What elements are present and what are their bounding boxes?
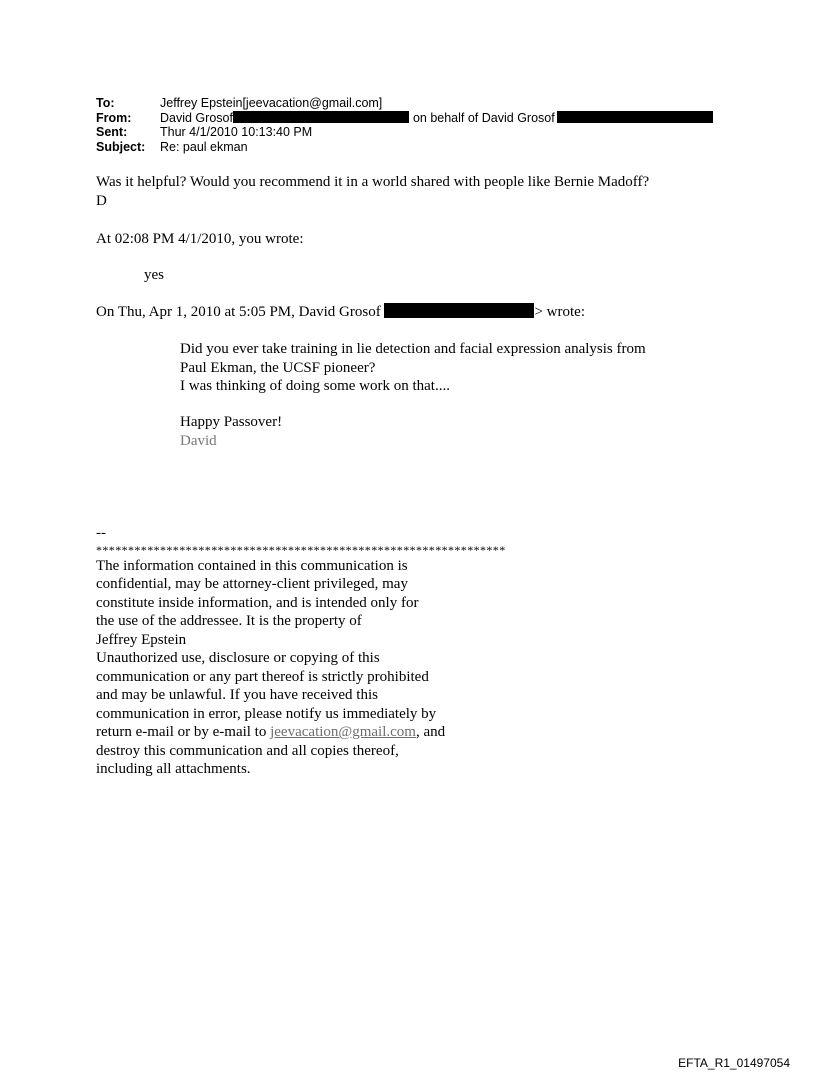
disclaimer-line — [96, 723, 506, 742]
sent-value: Thur 4/1/2010 10:13:40 PM — [160, 125, 313, 140]
redaction-block — [233, 111, 409, 123]
disclaimer-line: communication or any part thereof is strictly prohibited — [96, 668, 429, 685]
document-id: EFTA_R1_01497054 — [678, 1056, 790, 1070]
quoted-line: I was thinking of doing some work on that.... — [180, 378, 450, 394]
attribution-line: At 02:08 PM 4/1/2010, you wrote: — [96, 231, 304, 247]
separator-stars: **************************************************************** — [96, 542, 506, 557]
disclaimer-line: destroy this communication and all copies thereof, — [96, 742, 399, 759]
redaction-block — [557, 111, 713, 123]
to-value: Jeffrey Epstein[jeevacation@gmail.com] — [160, 96, 383, 110]
disclaimer-line: the use of the addressee. It is the property of — [96, 613, 362, 629]
quoted-line: Did you ever take training in lie detection and facial expression analysis from — [180, 341, 646, 357]
disclaimer-line: and may be unlawful. If you have received this — [96, 687, 378, 703]
sent-label: Sent: — [96, 125, 128, 140]
signature-name: David — [180, 432, 217, 449]
attribution-prefix: On Thu, Apr 1, 2010 at 5:05 PM, David Grosof — [96, 304, 381, 320]
attribution-suffix: > wrote: — [534, 304, 585, 320]
disclaimer-line: The information contained in this communication is — [96, 557, 408, 574]
redaction-block — [384, 303, 534, 318]
from-name: David Grosof — [160, 110, 233, 125]
disclaimer-line: including all attachments. — [96, 761, 251, 777]
attribution-line — [96, 303, 585, 322]
from-label: From: — [96, 110, 132, 125]
to-label: To: — [96, 96, 115, 110]
disclaimer-line: communication in error, please notify us immediately by — [96, 705, 437, 722]
return-suffix: , and — [415, 724, 446, 740]
quoted-signature — [180, 413, 282, 450]
quoted-line: Paul Ekman, the UCSF pioneer? — [180, 359, 376, 376]
subject-label: Subject: — [96, 139, 146, 154]
return-prefix: return e-mail or by e-mail to — [96, 724, 271, 740]
disclaimer-line: Unauthorized use, disclosure or copying of this — [96, 650, 380, 666]
message-body — [96, 173, 649, 210]
subject-value: Re: paul ekman — [160, 139, 248, 154]
from-behalf: on behalf of David Grosof — [412, 110, 555, 125]
quoted-message — [180, 340, 646, 396]
email-header — [96, 96, 713, 154]
disclaimer-line: confidential, may be attorney-client privileged, may — [96, 576, 408, 592]
sent-row — [96, 125, 713, 140]
disclaimer-line: Jeffrey Epstein — [96, 631, 187, 648]
body-line: D — [96, 192, 107, 209]
subject-row — [96, 140, 713, 155]
to-row — [96, 96, 713, 111]
disclaimer — [96, 524, 506, 779]
body-line: Was it helpful? Would you recommend it in a world shared with people like Bernie Madoff? — [96, 174, 650, 190]
disclaimer-line: constitute inside information, and is intended only for — [96, 594, 419, 611]
greeting: Happy Passover! — [180, 414, 283, 430]
separator-dashes: -- — [96, 525, 106, 541]
from-row — [96, 111, 713, 126]
reply-text: yes — [144, 267, 164, 283]
email-link[interactable]: jeevacation@gmail.com — [270, 724, 416, 740]
